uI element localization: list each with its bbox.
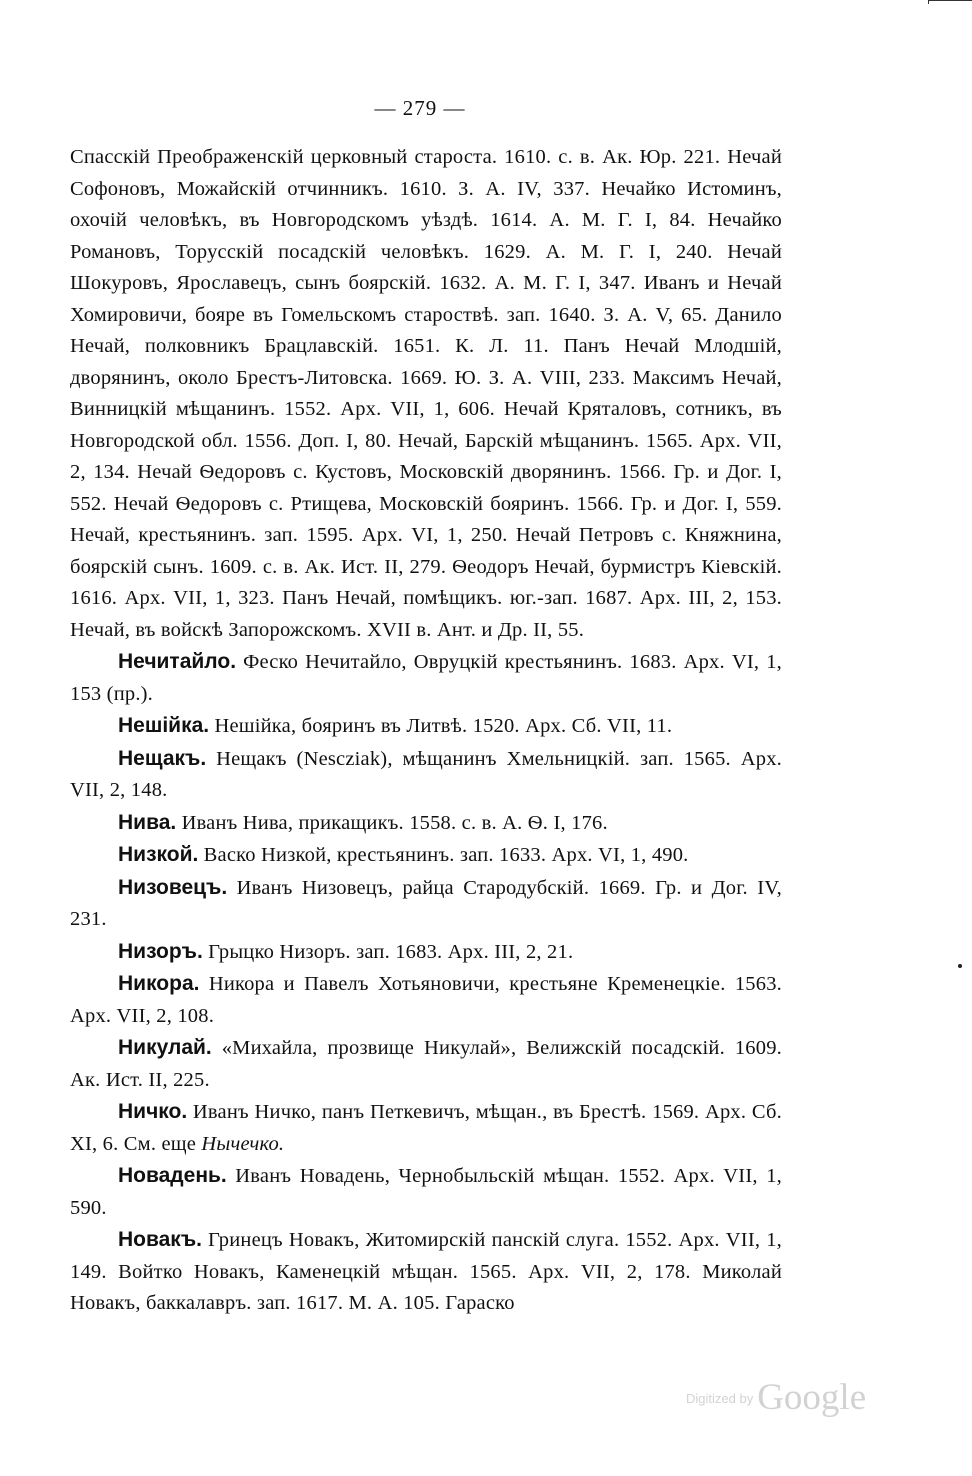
dictionary-text [70,142,782,1320]
headword: Нечитайло. [118,650,237,673]
entry-text: Иванъ Новадень, Чернобыльскій мѣщан. 1552. Арх. VII, 1, 590. [70,1165,782,1219]
page-number: — 279 — [374,96,466,120]
entry-nizovets [70,872,782,936]
headword: Новакъ. [118,1228,202,1251]
margin-speck [958,964,962,968]
headword: Низовецъ. [118,875,228,899]
digitized-by-google-watermark [686,1376,896,1418]
entry-nichko [70,1096,782,1160]
entry-text: Никора и Павелъ Хотьяновичи, крестьяне Кременецкіе. 1563. Арх. VII, 2, 108. [70,973,782,1027]
headword: Нещакъ. [118,746,207,770]
cross-reference: Нычечко. [201,1132,285,1155]
continuation-paragraph [70,142,782,646]
headword: Нива. [118,810,177,834]
entry-nizor [70,936,782,969]
headword: Ничко. [118,1100,188,1123]
entry-neshiika [70,710,782,743]
google-logo: Google [757,1377,867,1418]
entry-neshchak [70,743,782,807]
entry-niva [70,807,782,840]
entry-nikulai [70,1032,782,1096]
entry-text: Иванъ Ничко, панъ Петкевичъ, мѣщан., въ Брестѣ. 1569. Арх. Сб. XI, 6. См. еще [70,1101,782,1155]
entry-nikora [70,968,782,1032]
headword: Низоръ. [118,939,203,963]
entry-text: Иванъ Низовецъ, райца Стародубскій. 1669. Гр. и Дог. IV, 231. [70,876,783,930]
entry-text: Феско Нечитайло, Овруцкій крестьянинъ. 1683. Арх. VI, 1, 153 (пр.). [70,651,782,705]
entry-nechitailo [70,646,782,710]
paragraph-text: Спасскій Преображенскій церковный староста. 1610. с. в. Ак. Юр. 221. Нечай Софоновъ, Можайскій отчинникъ. 1610. З. А. IV, 337. Нечайко Истоминъ, охочій человѣкъ, въ Новгородскомъ уѣздѣ. 1614. А. М. Г. I, 84. Нечайко Романовъ, Торусскій посадскій человѣкъ. 1629. А. М. Г. I, 240. Нечай Шокуровъ, Ярославецъ, сынъ боярскій. 1632. А. М. Г. I, 347. Иванъ и Нечай Хомировичи, бояре въ Гомельскомъ староствѣ. зап. 1640. З. А. V, 65. Данило Нечай, полковникъ Брацлавскій. 1651. К. Л. 11. Панъ Нечай Млодшій, дворянинъ, около Брестъ-Литовска. 1669. Ю. З. А. VIII, 233. Максимъ Нечай, Винницкій мѣщанинъ. 1552. Арх. VII, 1, 606. Нечай Кряталовъ, сотникъ, въ Новгородской обл. 1556. Доп. I, 80. Нечай, Барскій мѣщанинъ. 1565. Арх. VII, 2, 134. Нечай Ѳедоровъ с. Кустовъ, Московскій дворянинъ. 1566. Гр. и Дог. I, 552. Нечай Ѳедоровъ с. Ртищева, Московскій бояринъ. 1566. Гр. и Дог. I, 559. Нечай, крестьянинъ. зап. 1595. Арх. VI, 1, 250. Нечай Петровъ с. Княжнина, боярскій сынъ. 1609. с. в. Ак. Ист. II, 279. Ѳеодоръ Нечай, бурмистръ Кіевскій. 1616. Арх. VII, 1, 323. Панъ Нечай, помѣщикъ. юг.-зап. 1687. Арх. III, 2, 153. Нечай, въ войскѣ Запорожскомъ. XVII в. Ант. и Др. II, 55. [70,146,782,641]
top-edge-rule [928,0,972,5]
headword: Низкой. [118,843,199,866]
entry-text: «Михайла, прозвище Никулай», Велижскій посадскій. 1609. Ак. Ист. II, 225. [70,1037,782,1091]
entry-text: Нешійка, бояринъ въ Литвѣ. 1520. Арх. Сб. VII, 11. [214,715,673,737]
headword: Новадень. [118,1164,227,1187]
headword: Никулай. [118,1036,212,1059]
entry-text: Гринецъ Новакъ, Житомирскій панскій слуга. 1552. Арх. VII, 1, 149. Войтко Новакъ, Каменецкій мѣщан. 1565. Арх. VII, 2, 178. Миколай Новакъ, баккалавръ. зап. 1617. М. А. 105. Гараско [70,1229,782,1314]
headword: Нешійка. [118,714,210,737]
headword: Никора. [118,972,200,995]
entry-novak [70,1224,782,1320]
watermark-prefix: Digitized by [686,1391,754,1406]
entry-text: Васко Низкой, крестьянинъ. зап. 1633. Арх. VI, 1, 490. [203,844,689,866]
entry-text: Нещакъ (Nesczіak), мѣщанинъ Хмельницкій. зап. 1565. Арх. VII, 2, 148. [70,747,782,801]
top-edge-tick [928,0,929,4]
entry-novaden [70,1160,782,1224]
entry-nizkoi [70,839,782,872]
entry-text: Грыцко Низоръ. зап. 1683. Арх. III, 2, 21. [208,940,574,963]
entry-text: Иванъ Нива, прикащикъ. 1558. с. в. А. Ѳ. I, 176. [181,811,608,834]
